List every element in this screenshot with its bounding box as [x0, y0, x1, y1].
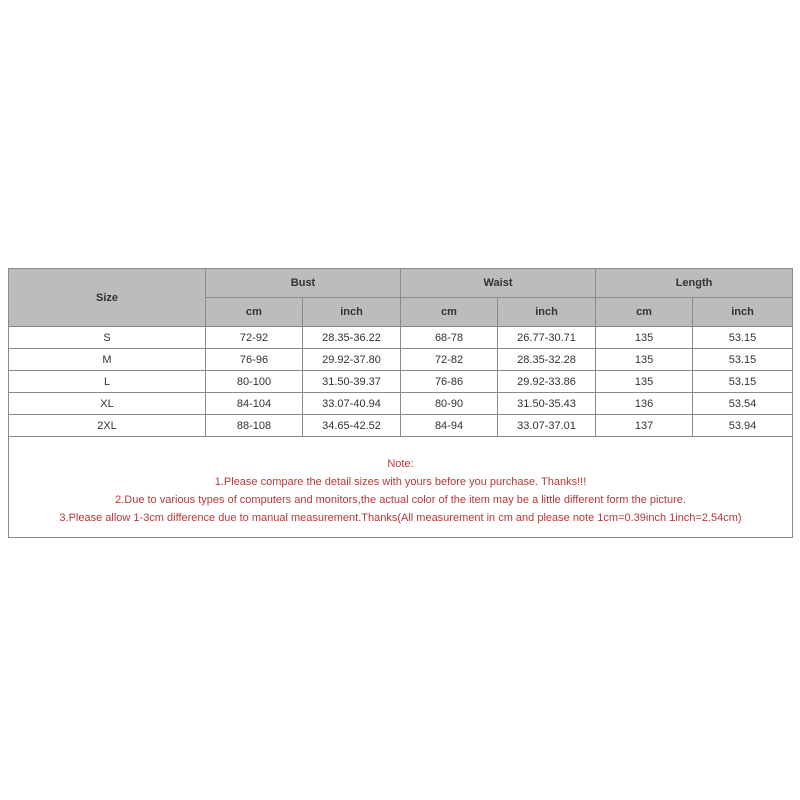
- note-line-3: 3.Please allow 1-3cm difference due to manual measurement.Thanks(All measurement in cm and please note 1cm=0.39inch 1inch=2.54cm): [59, 512, 742, 524]
- bust-inch-header: inch: [303, 298, 401, 327]
- table-row: [9, 327, 793, 349]
- waist-inch-header: inch: [498, 298, 596, 327]
- bust-inch-cell: 28.35-36.22: [303, 327, 401, 349]
- length-cm-header: cm: [596, 298, 693, 327]
- waist-cm-cell: 84-94: [401, 415, 498, 437]
- waist-inch-cell: 26.77-30.71: [498, 327, 596, 349]
- bust-group-header: Bust: [206, 269, 401, 298]
- bust-inch-cell: 31.50-39.37: [303, 371, 401, 393]
- length-group-header: Length: [596, 269, 793, 298]
- note-cell: [9, 437, 793, 538]
- length-cm-cell: 136: [596, 393, 693, 415]
- bust-cm-cell: 76-96: [206, 349, 303, 371]
- bust-cm-cell: 88-108: [206, 415, 303, 437]
- length-inch-header: inch: [693, 298, 793, 327]
- note-line-1: 1.Please compare the detail sizes with yours before you purchase. Thanks!!!: [214, 476, 587, 488]
- table-row: [9, 393, 793, 415]
- length-inch-cell: 53.15: [693, 327, 793, 349]
- waist-cm-cell: 76-86: [401, 371, 498, 393]
- size-column-header: Size: [9, 269, 206, 327]
- note-row: [9, 437, 793, 538]
- bust-inch-cell: 29.92-37.80: [303, 349, 401, 371]
- bust-cm-header: cm: [206, 298, 303, 327]
- waist-cm-cell: 72-82: [401, 349, 498, 371]
- waist-cm-cell: 68-78: [401, 327, 498, 349]
- table-row: [9, 371, 793, 393]
- size-chart-table: [8, 268, 793, 538]
- bust-inch-cell: 34.65-42.52: [303, 415, 401, 437]
- size-cell: L: [9, 371, 206, 393]
- length-cm-cell: 135: [596, 327, 693, 349]
- table-row: [9, 349, 793, 371]
- waist-inch-cell: 31.50-35.43: [498, 393, 596, 415]
- waist-inch-cell: 28.35-32.28: [498, 349, 596, 371]
- length-cm-cell: 135: [596, 371, 693, 393]
- bust-cm-cell: 80-100: [206, 371, 303, 393]
- size-cell: M: [9, 349, 206, 371]
- table-row: [9, 415, 793, 437]
- waist-inch-cell: 29.92-33.86: [498, 371, 596, 393]
- size-cell: XL: [9, 393, 206, 415]
- note-line-2: 2.Due to various types of computers and monitors,the actual color of the item may be a little different form the picture.: [115, 494, 686, 506]
- length-inch-cell: 53.54: [693, 393, 793, 415]
- length-cm-cell: 137: [596, 415, 693, 437]
- waist-inch-cell: 33.07-37.01: [498, 415, 596, 437]
- length-inch-cell: 53.15: [693, 349, 793, 371]
- waist-cm-header: cm: [401, 298, 498, 327]
- size-cell: S: [9, 327, 206, 349]
- bust-inch-cell: 33.07-40.94: [303, 393, 401, 415]
- note-title: Note:: [387, 458, 414, 470]
- length-cm-cell: 135: [596, 349, 693, 371]
- bust-cm-cell: 72-92: [206, 327, 303, 349]
- length-inch-cell: 53.94: [693, 415, 793, 437]
- bust-cm-cell: 84-104: [206, 393, 303, 415]
- length-inch-cell: 53.15: [693, 371, 793, 393]
- size-cell: 2XL: [9, 415, 206, 437]
- waist-cm-cell: 80-90: [401, 393, 498, 415]
- waist-group-header: Waist: [401, 269, 596, 298]
